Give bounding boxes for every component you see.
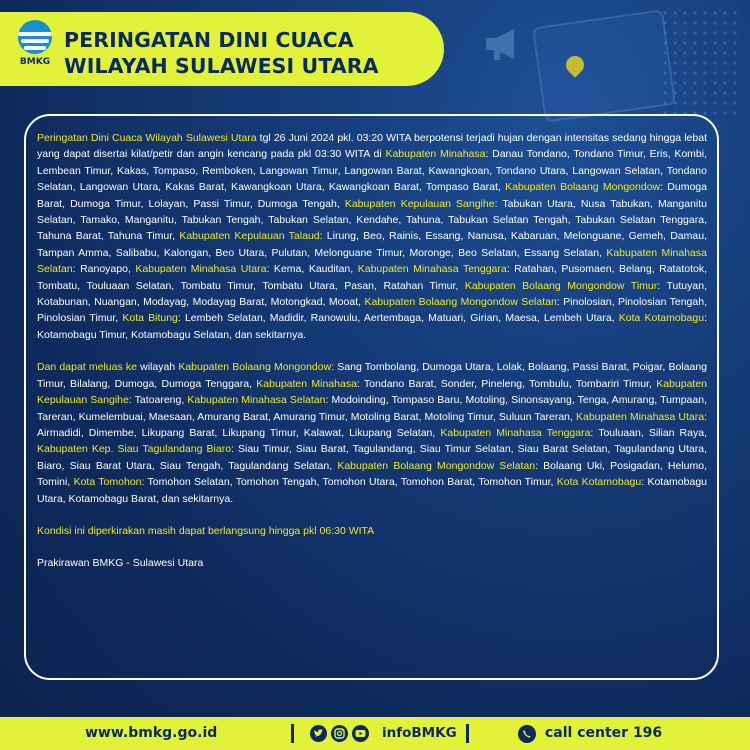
warning-text-segment: : Pinolosian, Pinolosian Tengah, Pinolosian Timur, (37, 296, 707, 325)
region-name-highlight: Kabupaten Kepulauan Sangihe (37, 377, 708, 407)
condition-note: Kondisi ini diperkirakan masih dapat berlangsung hingga pkl 06:30 WITA (37, 524, 375, 537)
region-name-highlight: Dan dapat meluas ke (37, 361, 137, 374)
bmkg-logo-emblem (18, 20, 52, 54)
instagram-icon[interactable] (331, 725, 348, 742)
megaphone-icon (482, 26, 522, 62)
footer-divider (291, 724, 294, 743)
region-name-highlight: Kabupaten Bolaang Mongondow (505, 181, 661, 194)
warning-text-segment: : Dumoga Barat, Dumoga Timur, Lolayan, Passi Timur, Dumoga Tengah, (37, 181, 707, 210)
warning-text-segment: : Modoinding, Tompaso Baru, Motoling, Sinonsayang, Tenga, Amurang, Tumpaan, Tareran, Kumelembuai, Maesaan, Amurang Barat, Amurang Timur, Motoling Barat, Motoling Timur, Suluun Tareran, (37, 394, 707, 423)
region-name-highlight: Kabupaten Minahasa Selatan (187, 394, 326, 407)
warning-paragraph-primary (37, 130, 707, 343)
region-name-highlight: Kabupaten Bolaang Mongondow Timur (464, 279, 658, 292)
title-line-1: PERINGATAN DINI CUACA (64, 28, 354, 52)
social-icons (310, 725, 369, 742)
warning-text-segment: : Tatoareng, (128, 394, 188, 407)
warning-text-segment: : Ratahan, Pusomaen, Belang, Ratatotok, Tombatu, Touluaan Selatan, Tombatu Timur, Tombatu Utara, Pasan, Ratahan Timur, (37, 263, 707, 292)
warning-text-segment: : Tabukan Utara, Nusa Tabukan, Manganitu Selatan, Tamako, Manganitu, Tabukan Tengah, Tabukan Selatan, Kendahe, Tahuna, Tabukan Selatan Tengah, Tabukan Selatan Tenggara, Tahuna Barat, Tahuna Timur, (37, 197, 707, 243)
region-name-highlight: Kota Kotamobagu (618, 312, 705, 325)
warning-text-segment: : Bolaang Uki, Posigadan, Helumo, Tomini, (37, 459, 707, 489)
logo-text: BMKG (19, 57, 51, 67)
region-name-highlight: Kota Kotamobagu (556, 476, 642, 489)
region-name-highlight: Kota Bitung (122, 312, 178, 325)
warning-text-segment: : Kotamobagu Timur, Kotamobagu Selatan, dan sekitarnya. (37, 312, 707, 341)
warning-text-segment: : Airmadidi, Dimembe, Likupang Barat, Likupang Timur, Kalawat, Likupang Selatan, (37, 410, 707, 439)
page-title (64, 27, 379, 79)
warning-text-segment: : Ranoyapo, (72, 263, 136, 276)
warning-paragraph-expansion (37, 359, 707, 507)
warning-text-segment: : Lirung, Beo, Rainis, Essang, Nanusa, Kabaruan, Melonguane, Gemeh, Damau, Tampan Amma, Salibabu, Kalongan, Beo Utara, Pulutan, Melonguane Timur, Moronge, Beo Selatan, Essang Selatan, (37, 230, 707, 259)
warning-text-segment: : Kotamobagu Utara, Kotamobagu Barat, dan sekitarnya. (37, 476, 708, 505)
warning-text-segment: : Sang Tombolang, Dumoga Utara, Lolak, Bolaang, Passi Barat, Poigar, Bolaang Timur, Bilalang, Dumoga, Dumoga Tenggara, (37, 361, 708, 390)
warning-text-segment: : Lembeh Selatan, Madidir, Ranowulu, Aertembaga, Matuari, Girian, Maesa, Lembeh Utara, (177, 312, 619, 325)
warning-text-segment: : Kema, Kauditan, (266, 263, 358, 276)
forecaster-signature: Prakirawan BMKG - Sulawesi Utara (37, 557, 204, 570)
region-name-highlight: Kabupaten Minahasa (385, 148, 486, 161)
youtube-icon[interactable] (352, 725, 369, 742)
region-name-highlight: Kabupaten Minahasa (256, 377, 357, 390)
whatsapp-icon (517, 724, 537, 744)
bmkg-logo (12, 20, 58, 78)
region-name-highlight: Kabupaten Minahasa Selatan (37, 246, 707, 276)
region-name-highlight: Kabupaten Minahasa Tenggara (440, 426, 591, 439)
region-name-highlight: Kabupaten Minahasa Tenggara (357, 263, 507, 276)
warning-text-segment: : Touluaan, Silian Raya, (590, 426, 707, 439)
region-name-highlight: Kota Tomohon (73, 476, 142, 489)
region-name-highlight: Kabupaten Minahasa Utara (135, 263, 267, 276)
warning-text-segment: : Siau Timur, Siau Barat, Tagulandang, Siau Timur Selatan, Siau Barat Selatan, Tagulandang Utara, Biaro, Siau Barat Utara, Siau Tengah, Tagulandang Selatan, (37, 443, 707, 472)
region-name-highlight: Kabupaten Bolaang Mongondow Selatan (337, 459, 536, 472)
region-name-highlight: Kabupaten Minahasa Utara (575, 410, 705, 423)
warning-text-segment: tgl 26 Juni 2024 pkl. 03:20 WITA berpotensi terjadi hujan dengan intensitas sedang hingga lebat yang dapat disertai kilat/petir dan angin kencang pada pkl 03:30 WITA di (37, 132, 707, 161)
call-center-number[interactable]: call center 196 (545, 725, 663, 741)
footer-bar (0, 717, 750, 750)
warning-text-segment: : Danau Tondano, Tondano Timur, Eris, Kombi, Lembean Timur, Kakas, Tompaso, Remboken, Langowan Timur, Langowan Barat, Kawangkoan, Tondano Utara, Langowan Selatan, Tondano Selatan, Langowan Utara, Kakas Barat, Kawangkoan Utara, Kawangkoan Barat, Tompaso Barat, (37, 148, 707, 194)
twitter-icon[interactable] (310, 725, 327, 742)
warning-text-segment: wilayah (136, 361, 179, 374)
region-name-highlight: Kabupaten Kep. Siau Tagulandang Biaro (37, 443, 232, 456)
website-link[interactable]: www.bmkg.go.id (85, 725, 218, 741)
background-tablet-illustration (532, 9, 676, 122)
warning-text-segment: : Tondano Barat, Sonder, Pineleng, Tombulu, Tombariri Timur, (356, 377, 657, 390)
warning-content-box (24, 114, 719, 680)
region-name-highlight: Kabupaten Kepulauan Sangihe (344, 197, 495, 210)
region-name-highlight: Peringatan Dini Cuaca Wilayah Sulawesi Utara (37, 132, 257, 144)
warning-text-segment: : Tutuyan, Kotabunan, Nuangan, Modayag, Modayag Barat, Motongkad, Mooat, (37, 279, 707, 309)
social-handle[interactable]: infoBMKG (382, 725, 457, 741)
footer-divider (466, 724, 469, 743)
region-name-highlight: Kabupaten Bolaang Mongondow (178, 361, 332, 374)
region-name-highlight: Kabupaten Bolaang Mongondow Selatan (364, 296, 557, 309)
title-line-2: WILAYAH SULAWESI UTARA (64, 54, 379, 78)
region-name-highlight: Kabupaten Kepulauan Talaud (179, 230, 320, 243)
warning-text-segment: : Tomohon Selatan, Tomohon Tengah, Tomohon Utara, Tomohon Barat, Tomohon Timur, (141, 476, 557, 489)
